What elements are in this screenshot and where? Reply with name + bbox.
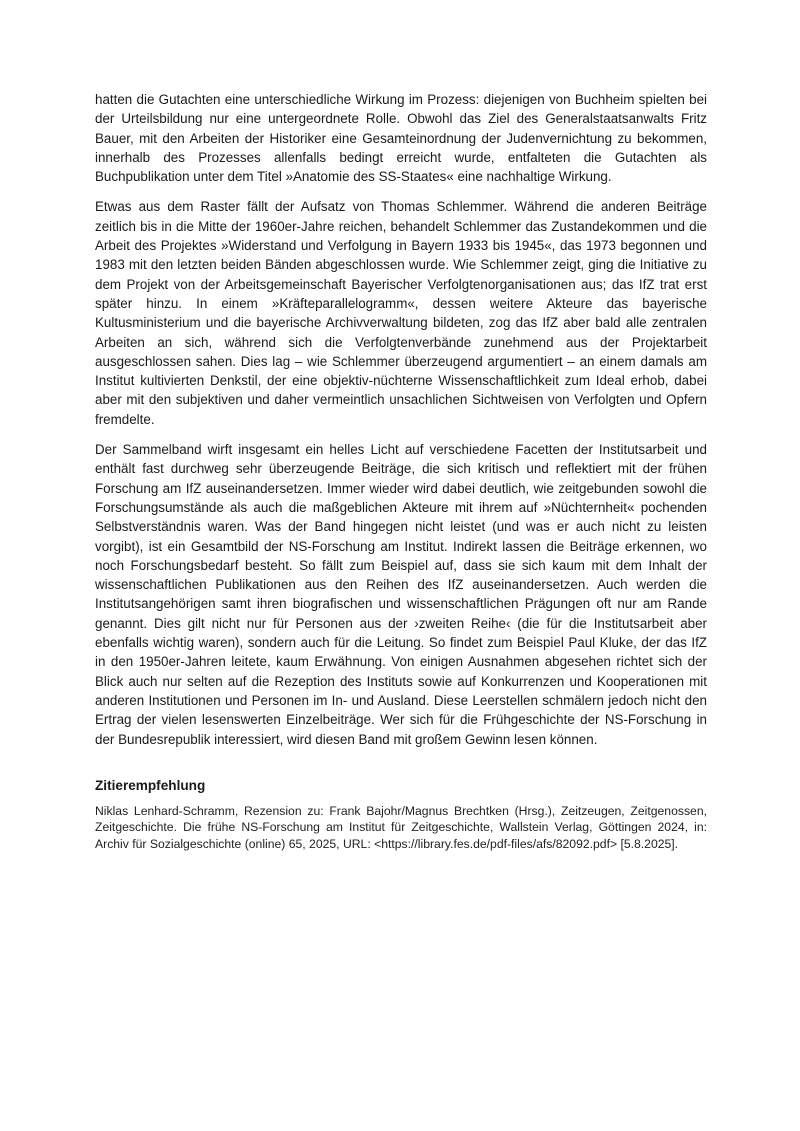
document-page bbox=[95, 90, 707, 852]
body-paragraph-3: Der Sammelband wirft insgesamt ein helles Licht auf verschiedene Facetten der Institutsarbeit und enthält fast durchweg sehr überzeugende Beiträge, die sich kritisch und reflektiert mit der frühen Forschung am IfZ auseinandersetzen. Immer wieder wird dabei deutlich, wie zeitgebunden sowohl die Forschungsumstände als auch die maßgeblichen Akteure mit ihrem auf »Nüchternheit« pochenden Selbstverständnis waren. Was der Band hingegen nicht leistet (und was er auch nicht zu leisten vorgibt), ist ein Gesamtbild der NS-Forschung am Institut. Indirekt lassen die Beiträge erkennen, wo noch Forschungsbedarf besteht. So fällt zum Beispiel auf, dass sie sich kaum mit dem Inhalt der wissenschaftlichen Publikationen aus den Reihen des IfZ auseinandersetzen. Auch werden die Institutsangehörigen samt ihren biografischen und wissenschaftlichen Prägungen oft nur am Rande genannt. Dies gilt nicht nur für Personen aus der ›zweiten Reihe‹ (die für die Institutsarbeit aber ebenfalls wichtig waren), sondern auch für die Leitung. So findet zum Beispiel Paul Kluke, der das IfZ in den 1950er-Jahren leitete, kaum Erwähnung. Von einigen Ausnahmen abgesehen richtet sich der Blick auch nur selten auf die Rezeption des Instituts sowie auf Konkurrenzen und Kooperationen mit anderen Institutionen und Personen im In- und Ausland. Diese Leerstellen schmälern jedoch nicht den Ertrag der vielen lesenswerten Einzelbeiträge. Wer sich für die Frühgeschichte der NS-Forschung in der Bundesrepublik interessiert, wird diesen Band mit großem Gewinn lesen können. bbox=[95, 442, 707, 747]
body-paragraph-2: Etwas aus dem Raster fällt der Aufsatz von Thomas Schlemmer. Während die anderen Beiträge zeitlich bis in die Mitte der 1960er-Jahre reichen, behandelt Schlemmer das Zustandekommen und die Arbeit des Projektes »Widerstand und Verfolgung in Bayern 1933 bis 1945«, das 1973 begonnen und 1983 mit den letzten beiden Bänden abgeschlossen wurde. Wie Schlemmer zeigt, ging die Initiative zu dem Projekt von der Arbeitsgemeinschaft Bayerischer Verfolgtenorganisationen aus; das IfZ trat erst später hinzu. In einem »Kräfteparallelogramm«, dessen weitere Akteure das bayerische Kultusministerium und die bayerische Archivverwaltung bildeten, zog das IfZ aber bald alle zentralen Arbeiten an sich, während sich die Verfolgtenverbände zunehmend aus der Projektarbeit ausgeschlossen sahen. Dies lag – wie Schlemmer überzeugend argumentiert – an einem damals am Institut kultivierten Denkstil, der eine objektiv-nüchterne Wissenschaftlichkeit zum Ideal erhob, dabei aber mit den subjektiven und daher vermeintlich unsachlichen Sichtweisen von Verfolgten und Opfern fremdelte. bbox=[95, 199, 707, 427]
citation-heading: Zitierempfehlung bbox=[95, 777, 206, 793]
citation-text: Niklas Lenhard-Schramm, Rezension zu: Frank Bajohr/Magnus Brechtken (Hrsg.), Zeitzeugen, Zeitgenossen, Zeitgeschichte. Die frühe NS-Forschung am Institut für Zeitgeschichte, Wallstein Verlag, Göttingen 2024, in: Archiv für Sozialgeschichte (online) 65, 2025, URL: <https://library.fes.de/pdf-files/afs/82092.pdf> [5.8.2025]. bbox=[95, 803, 707, 851]
body-paragraph-1: hatten die Gutachten eine unterschiedliche Wirkung im Prozess: diejenigen von Buchheim spielten bei der Urteilsbildung nur eine untergeordnete Rolle. Obwohl das Ziel des Generalstaatsanwalts Fritz Bauer, mit den Arbeiten der Historiker eine Gesamteinordnung der Judenvernichtung zu bekommen, innerhalb des Prozesses allenfalls bedingt erreicht wurde, entfalteten die Gutachten als Buchpublikation unter dem Titel »Anatomie des SS-Staates« eine nachhaltige Wirkung. bbox=[95, 92, 707, 185]
